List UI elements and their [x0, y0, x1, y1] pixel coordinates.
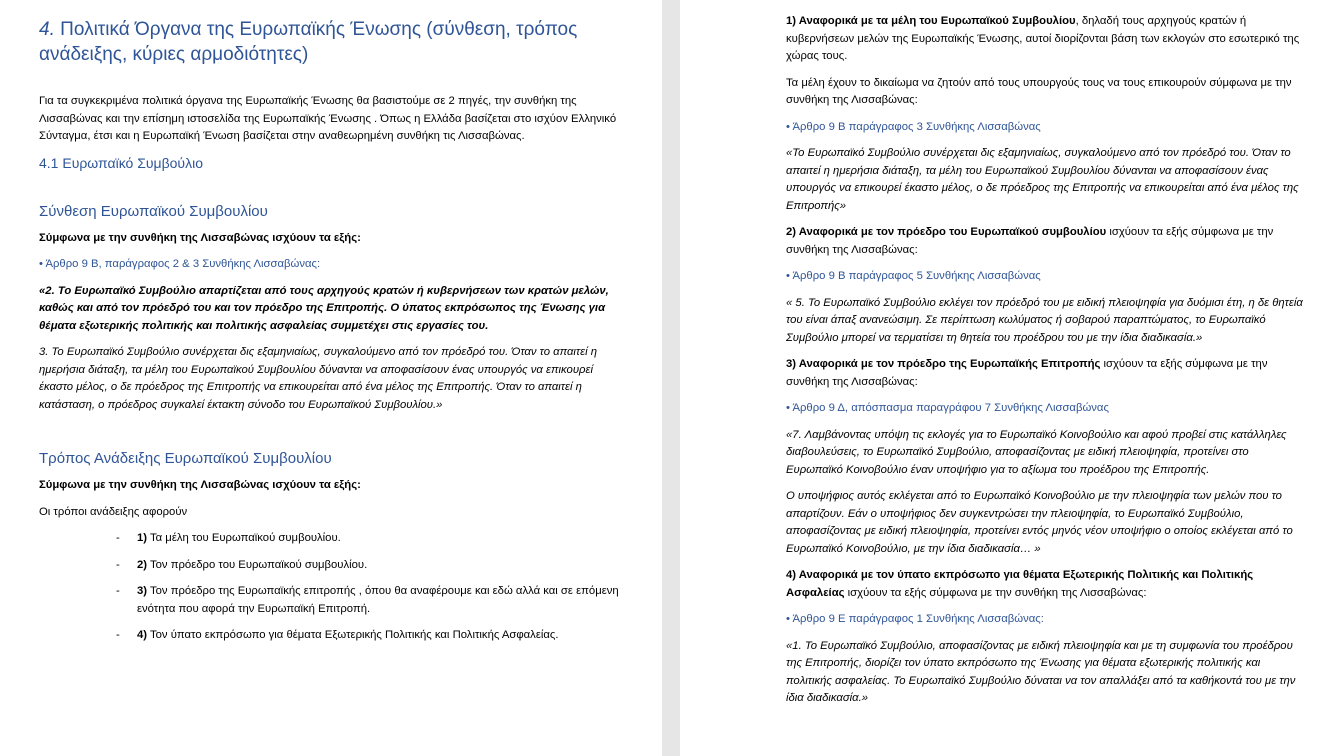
president-paragraph: 2) Αναφορικά με τον πρόεδρο του Ευρωπαϊκού συμβουλίου ισχύουν τα εξής σύμφωνα με την συνθήκη της Λισσαβώνας:: [786, 226, 1274, 256]
commission-president-paragraph: 3) Αναφορικά με τον πρόεδρο της Ευρωπαϊκής Επιτροπής ισχύουν τα εξής σύμφωνα με την συνθήκη της Λισσαβώνας:: [786, 358, 1268, 388]
members-paragraph: 1) Αναφορικά με τα μέλη του Ευρωπαϊκού Συμβουλίου, δηλαδή τους αρχηγούς κρατών ή κυβερνήσεων μελών της Ευρωπαϊκής Ένωσης, αυτοί διορίζονται βάση των εκλογών στο εσωτερικό της χώρας τους.: [786, 15, 1300, 62]
article-reference-1: • Άρθρο 9 Β, παράγραφος 2 & 3 Συνθήκης Λισσαβώνας:: [39, 258, 321, 270]
quote-article-9e-1: «1. Το Ευρωπαϊκό Συμβούλιο, αποφασίζοντας με ειδική πλειοψηφία και με τη συμφωνία του προέδρου της Επιτροπής, διορίζει τον ύπατο εκπρόσωπο της Ένωσης για θέματα εξωτερικής πολιτικής και πολιτικής ασφαλείας. Το Ευρωπαϊκό Συμβούλιο δύναται να τον απαλλάξει από τα καθήκοντά του με την ίδια διαδικασία.»: [786, 639, 1296, 704]
ways-intro: Οι τρόποι ανάδειξης αφορούν: [39, 505, 188, 518]
list-item: - 2) Τον πρόεδρο του Ευρωπαϊκού συμβουλίου.: [116, 557, 622, 575]
according-paragraph-1: Σύμφωνα με την συνθήκη της Λισσαβώνας ισχύουν τα εξής:: [39, 231, 361, 244]
chapter-title-text: Πολιτικά Όργανα της Ευρωπαϊκής Ένωσης (σύνθεση, τρόπος ανάδειξης, κύριες αρμοδιότητες): [39, 19, 578, 65]
quote-article-9b-3: «Το Ευρωπαϊκό Συμβούλιο συνέρχεται δις εξαμηνιαίως, συγκαλούμενο από τον πρόεδρό του. Όταν το απαιτεί η ημερήσια διάταξη, τα μέλη του Ευρωπαϊκού Συμβουλίου δύνανται να αποφασίσουν ένας υπουργός να επικουρεί έκαστο μέλος, ο δε πρόεδρος της Επιτροπής να επικουρείται από ένα μέλος της Επιτροπής»: [786, 147, 1299, 212]
article-reference-3: • Άρθρο 9 Β παράγραφος 5 Συνθήκης Λισσαβώνας: [786, 270, 1041, 282]
quote-article-9d-7a: «7. Λαμβάνοντας υπόψη τις εκλογές για το Ευρωπαϊκό Κοινοβούλιο και αφού προβεί στις κατάλληλες διαβουλεύσεις, το Ευρωπαϊκό Συμβούλιο, αποφασίζοντας με ειδική πλειοψηφία, προτείνει στο Ευρωπαϊκό Κοινοβούλιο έναν υποψήφιο για το αξίωμα του προέδρου της Επιτροπής.: [786, 428, 1287, 476]
list-item: - 1) Τα μέλη του Ευρωπαϊκού συμβουλίου.: [116, 530, 622, 548]
selection-list: [39, 530, 622, 645]
composition-heading: Σύνθεση Ευρωπαϊκού Συμβουλίου: [39, 202, 268, 220]
intro-paragraph: Για τα συγκεκριμένα πολιτικά όργανα της Ευρωπαϊκής Ένωσης θα βασιστούμε σε 2 πηγές, την συνθήκη της Λισσαβώνας και την επίσημη ιστοσελίδα της Ευρωπαϊκής Ένωσης . Όπως η Ελλάδα βασίζεται στο ισχύον Ελληνικό Σύνταγμα, έτσι και η Ευρωπαϊκή Ένωση βασίζεται στην αναθεωρημένη συνθήκη τις Λισσαβώνας.: [39, 95, 617, 142]
chapter-title: [39, 17, 622, 67]
chapter-number: 4.: [39, 19, 55, 40]
article-reference-2: • Άρθρο 9 Β παράγραφος 3 Συνθήκης Λισσαβώνας: [786, 120, 1041, 133]
section-heading-4-1: 4.1 Ευρωπαϊκό Συμβούλιο: [39, 154, 203, 171]
list-item: - 4) Τον ύπατο εκπρόσωπο για θέματα Εξωτερικής Πολιτικής και Πολιτικής Ασφαλείας.: [116, 627, 622, 645]
article-reference-5: • Άρθρο 9 Ε παράγραφος 1 Συνθήκης Λισσαβώνας:: [786, 613, 1044, 625]
document-page-right[interactable]: [680, 0, 1343, 756]
quote-paragraph-3: 3. Το Ευρωπαϊκό Συμβούλιο συνέρχεται δις εξαμηνιαίως, συγκαλούμενο από τον πρόεδρό του. Όταν το απαιτεί η ημερήσια διάταξη, τα μέλη του Ευρωπαϊκού Συμβουλίου δύνανται να αποφασίσουν ένας υπουργός να επικουρεί έκαστο μέλος, ο δε πρόεδρος της Επιτροπής να επικουρείται από ένα μέλος της Επιτροπής. Όταν το απαιτεί η κατάσταση, ο πρόεδρος συγκαλεί έκτακτη σύνοδο του Ευρωπαϊκού Συμβουλίου.»: [39, 346, 598, 411]
quote-article-9d-7b: Ο υποψήφιος αυτός εκλέγεται από το Ευρωπαϊκό Κοινοβούλιο με την πλειοψηφία των μελών που το απαρτίζουν. Εάν ο υποψήφιος δεν συγκεντρώσει την πλειοψηφία, το Ευρωπαϊκό Συμβούλιο, αποφασίζοντας με ειδική πλειοψηφία, προτείνει εντός μηνός νέον υποψήφιο ο οποίος εκλέγεται από το Ευρωπαϊκό Κοινοβούλιο, με την ίδια διαδικασία… »: [786, 490, 1293, 555]
according-paragraph-2: Σύμφωνα με την συνθήκη της Λισσαβώνας ισχύουν τα εξής:: [39, 479, 361, 491]
members-rights-paragraph: Τα μέλη έχουν το δικαίωμα να ζητούν από τους υπουργούς τους να τους επικουρούν σύμφωνα με την συνθήκη της Λισσαβώνας:: [786, 76, 1292, 106]
quote-paragraph-2: «2. Το Ευρωπαϊκό Συμβούλιο απαρτίζεται από τους αρχηγούς κρατών ή κυβερνήσεων των κρατών μελών, καθώς και από τον πρόεδρό του και τον πρόεδρο της Επιτροπής. Ο ύπατος εκπρόσωπος της Ένωσης για θέματα εξωτερικής πολιτικής και πολιτικής ασφαλείας συμμετέχει στις εργασίες του.: [39, 284, 609, 332]
article-reference-4: • Άρθρο 9 Δ, απόσπασμα παραγράφου 7 Συνθήκης Λισσαβώνας: [786, 402, 1109, 414]
high-representative-paragraph: 4) Αναφορικά με τον ύπατο εκπρόσωπο για θέματα Εξωτερικής Πολιτικής και Πολιτικής Ασφαλείας ισχύουν τα εξής σύμφωνα με την συνθήκη της Λισσαβώνας:: [786, 569, 1254, 599]
page-gap: [662, 0, 680, 756]
document-page-left[interactable]: [0, 0, 662, 756]
list-item: - 3) Τον πρόεδρο της Ευρωπαϊκής επιτροπής , όπου θα αναφέρουμε και εδώ αλλά και σε επόμενη ενότητα που αφορά την Ευρωπαϊκή Επιτροπή.: [116, 583, 622, 618]
quote-article-9b-5: « 5. Το Ευρωπαϊκό Συμβούλιο εκλέγει τον πρόεδρό του με ειδική πλειοψηφία για δυόμισι έτη, η δε θητεία του είναι άπαξ ανανεώσιμη. Σε περίπτωση κωλύματος ή σοβαρού παραπτώματος, το Ευρωπαϊκό Συμβούλιο μπορεί να τερματίσει τη θητεία του προέδρου του με την ίδια διαδικασία.»: [786, 296, 1303, 344]
selection-heading: Τρόπος Ανάδειξης Ευρωπαϊκού Συμβουλίου: [39, 450, 332, 467]
